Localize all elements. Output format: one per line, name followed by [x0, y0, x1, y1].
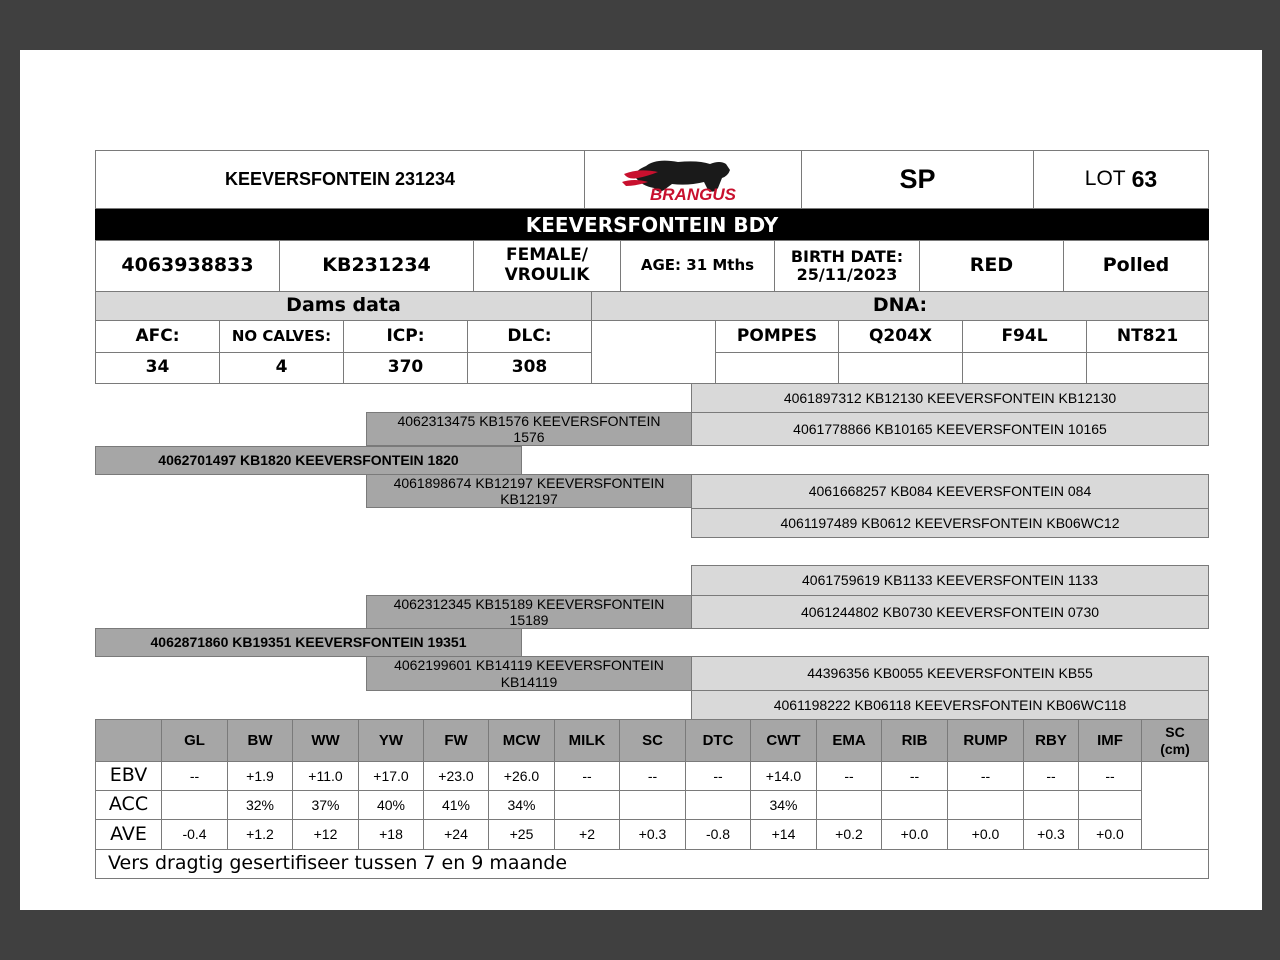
bull-logo-icon: [618, 156, 768, 204]
ebv-header-rump: RUMP: [947, 719, 1024, 762]
acc-value: [1023, 790, 1079, 820]
ebv-value: --: [554, 761, 620, 791]
ave-value: -0.4: [161, 819, 228, 850]
ave-value: +0.3: [619, 819, 686, 850]
colour-cell: RED: [919, 240, 1064, 292]
acc-value: 37%: [292, 790, 359, 820]
ave-value: +0.0: [881, 819, 948, 850]
pedigree-dam-dam-dam: 4061198222 KB06118 KEEVERSFONTEIN KB06WC118: [691, 690, 1209, 720]
acc-value: 40%: [358, 790, 424, 820]
acc-value: [1078, 790, 1142, 820]
ebv-header-dtc: DTC: [685, 719, 751, 762]
ebv-header-cwt: CWT: [750, 719, 817, 762]
ave-value: -0.8: [685, 819, 751, 850]
acc-value: [554, 790, 620, 820]
tag-number: KB231234: [279, 240, 474, 292]
ave-value: +0.0: [1078, 819, 1142, 850]
birth-date-cell: [774, 240, 920, 292]
ebv-value: +23.0: [423, 761, 489, 791]
lot-cell: [1033, 150, 1209, 209]
ebv-value: +26.0: [488, 761, 555, 791]
pedigree-sire-dam-dam: 4061197489 KB0612 KEEVERSFONTEIN KB06WC12: [691, 508, 1209, 538]
ebv-value: --: [619, 761, 686, 791]
sc-cm-value: [1141, 761, 1209, 850]
acc-value: [685, 790, 751, 820]
ave-value: +1.2: [227, 819, 293, 850]
dams-value-afc: 34: [95, 352, 220, 384]
ebv-value: +17.0: [358, 761, 424, 791]
dna-header-nt821: NT821: [1086, 320, 1209, 353]
acc-value: [161, 790, 228, 820]
ebv-header-milk: MILK: [554, 719, 620, 762]
dams-header-icp: ICP:: [343, 320, 468, 353]
ave-value: +14: [750, 819, 817, 850]
acc-value: 34%: [750, 790, 817, 820]
ebv-header-rby: RBY: [1023, 719, 1079, 762]
lot-number: 63: [1131, 166, 1158, 193]
acc-value: [881, 790, 948, 820]
ebv-value: --: [685, 761, 751, 791]
ebv-value: --: [161, 761, 228, 791]
dna-value-f94l: [962, 352, 1087, 384]
ebv-value: +1.9: [227, 761, 293, 791]
dams-data-title: Dams data: [95, 291, 592, 321]
dams-value-icp: 370: [343, 352, 468, 384]
dna-header-f94l: F94L: [962, 320, 1087, 353]
birth-label: BIRTH DATE:: [790, 246, 904, 266]
ave-value: +2: [554, 819, 620, 850]
ebv-header-mcw: MCW: [488, 719, 555, 762]
ebv-header-gl: GL: [161, 719, 228, 762]
ebv-value: --: [947, 761, 1024, 791]
dams-header-dlc: DLC:: [467, 320, 592, 353]
acc-value: [816, 790, 882, 820]
pedigree-dam-sire: 4062312345 KB15189 KEEVERSFONTEIN 15189: [366, 595, 692, 629]
id-number: 4063938833: [95, 240, 280, 292]
dams-value-dlc: 308: [467, 352, 592, 384]
sc-cm-line1: SC: [1165, 724, 1185, 741]
ebv-header-rib: RIB: [881, 719, 948, 762]
sex-line1: FEMALE/: [506, 245, 588, 266]
ebv-header-bw: BW: [227, 719, 293, 762]
dna-title: DNA:: [591, 291, 1209, 321]
ebv-header-ema: EMA: [816, 719, 882, 762]
sp-label: SP: [801, 150, 1034, 209]
ebv-value: --: [1078, 761, 1142, 791]
ebv-value: +11.0: [292, 761, 359, 791]
footer-note: Vers dragtig gesertifiseer tussen 7 en 9 maande: [95, 849, 1209, 879]
acc-value: 34%: [488, 790, 555, 820]
acc-value: [619, 790, 686, 820]
ebv-header-sc: SC: [619, 719, 686, 762]
sex-cell: [473, 240, 621, 292]
dna-header-q204x: Q204X: [838, 320, 963, 353]
pedigree-sire-dam-sire: 4061668257 KB084 KEEVERSFONTEIN 084: [691, 474, 1209, 509]
ave-value: +0.0: [947, 819, 1024, 850]
age-cell: AGE: 31 Mths: [620, 240, 775, 292]
dna-value-q204x: [838, 352, 963, 384]
dams-header-no-calves: NO CALVES:: [219, 320, 344, 353]
acc-value: 32%: [227, 790, 293, 820]
ebv-header-sc-cm: [1141, 719, 1209, 762]
ebv-value: --: [816, 761, 882, 791]
lot-label: LOT: [1084, 167, 1126, 191]
brangus-logo: [584, 150, 802, 209]
horn-status: Polled: [1063, 240, 1209, 292]
pedigree-sire-sire-sire: 4061897312 KB12130 KEEVERSFONTEIN KB12130: [691, 383, 1209, 413]
ebv-row-label: EBV: [95, 761, 162, 791]
ebv-header-fw: FW: [423, 719, 489, 762]
acc-value: [947, 790, 1024, 820]
sc-cm-line2: (cm): [1160, 740, 1190, 757]
ave-value: +18: [358, 819, 424, 850]
dna-header-pompes: POMPES: [715, 320, 839, 353]
ave-value: +24: [423, 819, 489, 850]
animal-name: KEEVERSFONTEIN 231234: [95, 150, 585, 209]
ave-value: +0.2: [816, 819, 882, 850]
ebv-header-yw: YW: [358, 719, 424, 762]
birth-date: 25/11/2023: [796, 265, 898, 284]
pedigree-dam-dam-sire: 44396356 KB0055 KEEVERSFONTEIN KB55: [691, 656, 1209, 691]
dna-value-nt821: [1086, 352, 1209, 384]
pedigree-sire-dam: 4061898674 KB12197 KEEVERSFONTEIN KB12197: [366, 474, 692, 508]
ave-value: +25: [488, 819, 555, 850]
ebv-header-imf: IMF: [1078, 719, 1142, 762]
ave-row-label: AVE: [95, 819, 162, 850]
acc-value: 41%: [423, 790, 489, 820]
sex-line2: VROULIK: [504, 265, 590, 285]
ebv-corner-cell: [95, 719, 162, 762]
pedigree-sire: 4062701497 KB1820 KEEVERSFONTEIN 1820: [95, 446, 522, 475]
herd-banner: KEEVERSFONTEIN BDY: [95, 209, 1209, 240]
pedigree-dam-dam: 4062199601 KB14119 KEEVERSFONTEIN KB14119: [366, 656, 692, 691]
ave-value: +0.3: [1023, 819, 1079, 850]
pedigree-sire-sire-dam: 4061778866 KB10165 KEEVERSFONTEIN 10165: [691, 412, 1209, 446]
pedigree-dam: 4062871860 KB19351 KEEVERSFONTEIN 19351: [95, 628, 522, 657]
svg-text:BRANGUS: BRANGUS: [650, 184, 736, 204]
dams-value-no-calves: 4: [219, 352, 344, 384]
ebv-value: --: [881, 761, 948, 791]
pedigree-dam-sire-dam: 4061244802 KB0730 KEEVERSFONTEIN 0730: [691, 595, 1209, 629]
dams-header-afc: AFC:: [95, 320, 220, 353]
dna-value-pompes: [715, 352, 839, 384]
ebv-value: --: [1023, 761, 1079, 791]
pedigree-sire-sire: 4062313475 KB1576 KEEVERSFONTEIN 1576: [366, 412, 692, 446]
acc-row-label: ACC: [95, 790, 162, 820]
dna-blank-cell: [591, 320, 716, 384]
pedigree-dam-sire-sire: 4061759619 KB1133 KEEVERSFONTEIN 1133: [691, 565, 1209, 596]
ave-value: +12: [292, 819, 359, 850]
ebv-header-ww: WW: [292, 719, 359, 762]
ebv-value: +14.0: [750, 761, 817, 791]
